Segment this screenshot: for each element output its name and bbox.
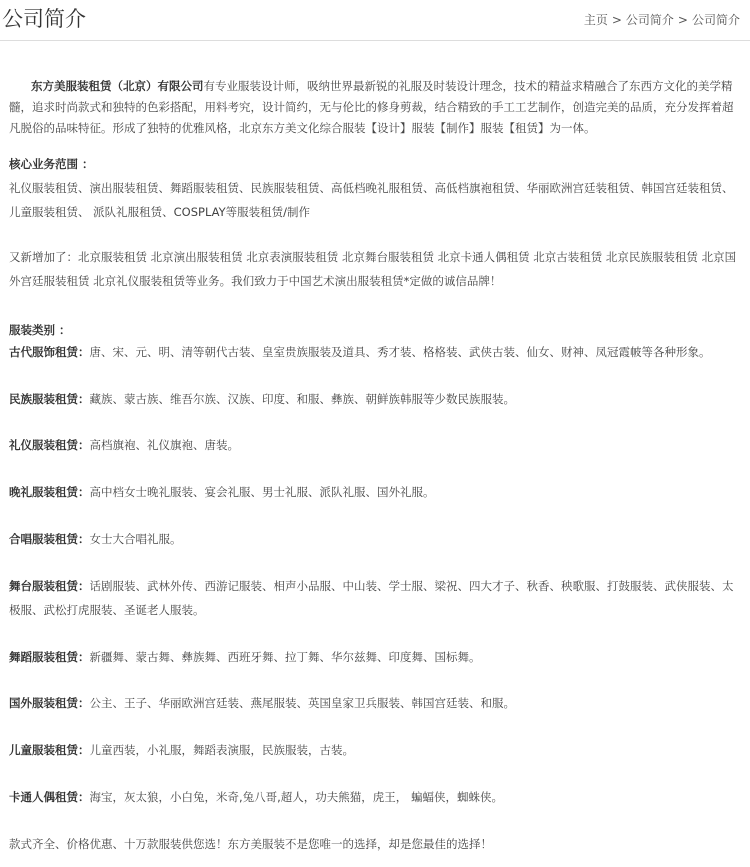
category-text: 公主、王子、华丽欧洲宫廷装、燕尾服装、英国皇家卫兵服装、韩国宫廷装、和服。: [89, 696, 515, 710]
category-row: [9, 738, 742, 762]
category-label: 礼仪服装租赁：: [9, 438, 90, 452]
category-text: 女士大合唱礼服。: [89, 532, 182, 546]
category-row: [9, 387, 742, 411]
breadcrumb: [584, 12, 740, 28]
category-label: 舞蹈服装租赁：: [9, 650, 90, 664]
category-label: 卡通人偶租赁：: [9, 790, 90, 804]
category-text: 高中档女士晚礼服装、宴会礼服、男士礼服、派队礼服、国外礼服。: [89, 485, 435, 499]
category-row: [9, 691, 742, 715]
closing-text: 款式齐全、价格优惠、十万款服装供您选！东方美服装不是您唯一的选择，却是您最佳的选择！: [9, 837, 492, 851]
category-row: [9, 433, 742, 457]
core-business-text: 礼仪服装租赁、演出服装租赁、舞蹈服装租赁、民族服装租赁、高低档晚礼服租赁、高低档旗袍租赁、华丽欧洲宫廷装租赁、韩国宫廷装租赁、儿童服装租赁、 派队礼服租赁、COSPLAY等服装租赁/制作: [9, 181, 734, 219]
category-text: 高档旗袍、礼仪旗袍、唐装。: [89, 438, 239, 452]
new-additions-text: 又新增加了：北京服装租赁 北京演出服装租赁 北京表演服装租赁 北京舞台服装租赁 北京卡通人偶租赁 北京古装租赁 北京民族服装租赁 北京国外宫廷服装租赁 北京礼仪服装租赁等业务。我们致力于中国艺术演出服装租赁*定做的诚信品牌！: [9, 250, 737, 288]
breadcrumb-current-link[interactable]: 公司简介: [691, 13, 740, 27]
category-row: [9, 480, 742, 504]
category-text: 海宝，灰太狼，小白兔，米奇,兔八哥,超人，功夫熊猫，虎王， 蝙蝠侠，蜘蛛侠。: [89, 790, 503, 804]
category-text: 儿童西装，小礼服，舞蹈表演服，民族服装，古装。: [89, 743, 354, 757]
category-label: 晚礼服装租赁：: [9, 485, 90, 499]
category-text: 藏族、蒙古族、维吾尔族、汉族、印度、和服、彝族、朝鲜族韩服等少数民族服装。: [89, 392, 515, 406]
category-label: 儿童服装租赁：: [9, 743, 90, 757]
category-row: [9, 574, 742, 622]
category-label: 合唱服装租赁：: [9, 532, 90, 546]
page-title: 公司简介: [2, 7, 86, 31]
core-business-heading: 核心业务范围 ：: [9, 157, 94, 171]
intro-paragraph: [9, 76, 742, 139]
category-text: 唐、宋、元、明、清等朝代古装、皇室贵族服装及道具、秀才装、格格装、武侠古装、仙女、财神、凤冠霞帔等各种形象。: [89, 345, 711, 359]
breadcrumb-home-link[interactable]: 主页: [583, 13, 608, 27]
breadcrumb-separator: >: [677, 13, 688, 27]
breadcrumb-about-link[interactable]: 公司简介: [625, 13, 674, 27]
categories-heading: 服装类别 ：: [9, 323, 71, 337]
page-header: [0, 0, 750, 41]
category-row: [9, 645, 742, 669]
category-row: [9, 527, 742, 551]
category-row: [9, 785, 742, 809]
company-name: 东方美服装租赁（北京）有限公司: [31, 79, 204, 93]
breadcrumb-separator: >: [611, 13, 622, 27]
category-text: 话剧服装、武林外传、西游记服装、相声小品服、中山装、学士服、梁祝、四大才子、秋香、秧歌服、打鼓服装、武侠服装、太极服、武松打虎服装、圣诞老人服装。: [9, 579, 734, 617]
category-label: 古代服饰租赁：: [9, 345, 90, 359]
category-row: [9, 340, 742, 364]
intro-text: 有专业服装设计师，吸纳世界最新锐的礼服及时装设计理念，技术的精益求精融合了东西方文化的美学精髓，追求时尚款式和独特的色彩搭配，用料考究，设计简约，无与伦比的修身剪裁，结合精致的手工工艺制作，创造完美的品质，充分发挥着超凡脱俗的品味特征。形成了独特的优雅风格，北京东方美文化综合服装【设计】服装【制作】服装【租赁】为一体。: [9, 79, 734, 135]
category-text: 新疆舞、蒙古舞、彝族舞、西班牙舞、拉丁舞、华尔兹舞、印度舞、国标舞。: [89, 650, 481, 664]
category-label: 民族服装租赁：: [9, 392, 90, 406]
category-label: 舞台服装租赁：: [9, 579, 90, 593]
category-label: 国外服装租赁：: [9, 696, 90, 710]
